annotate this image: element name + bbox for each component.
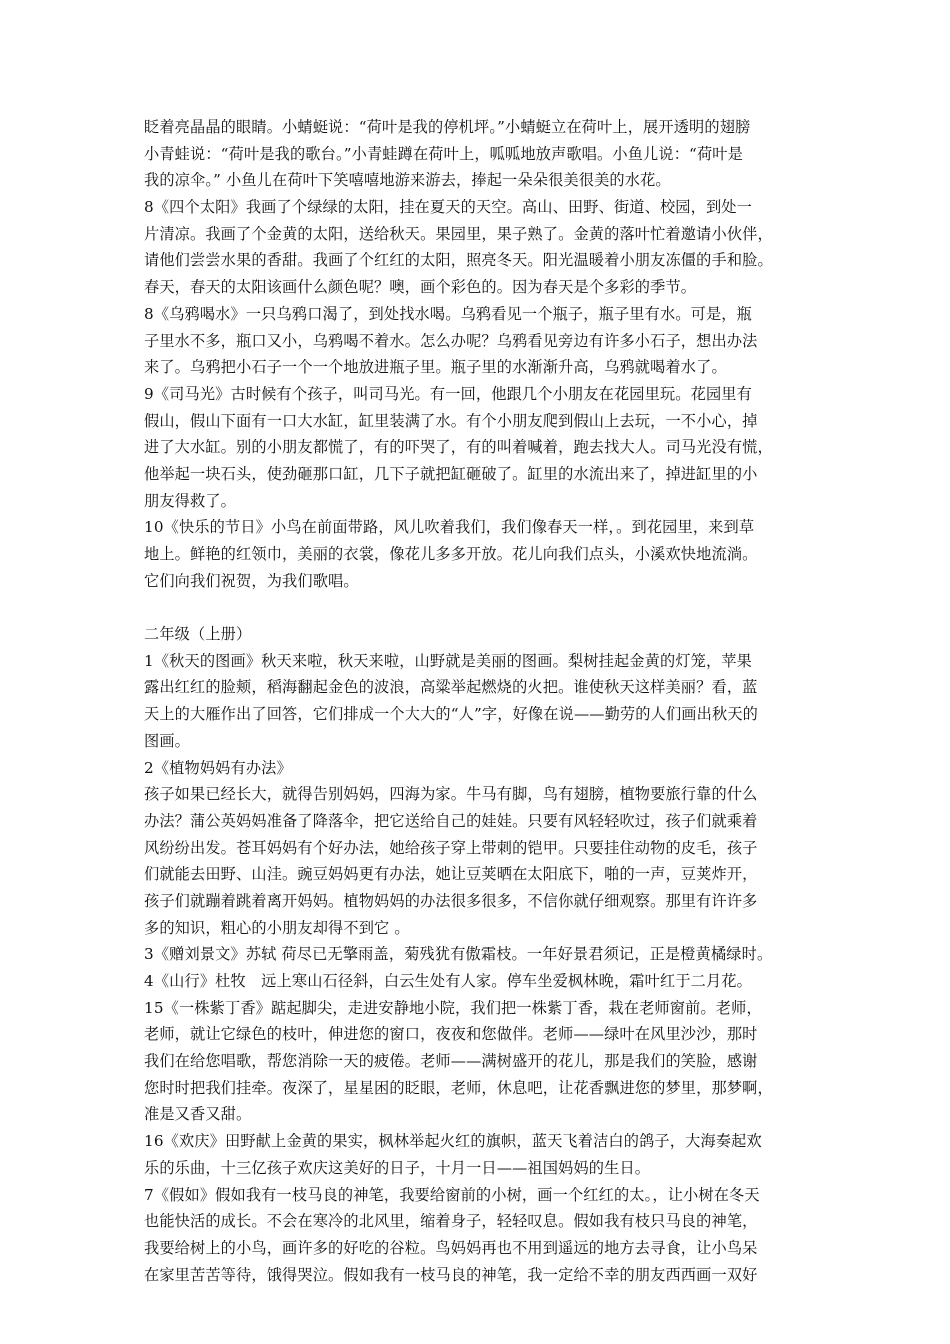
text-line: 在家里苦苦等待，饿得哭泣。假如我有一枝马良的神笔，我一定给不幸的朋友西西画一双好 <box>144 1265 758 1284</box>
text-line: 1《秋天的图画》秋天来啦，秋天来啦，山野就是美丽的图画。梨树挂起金黄的灯笼，苹果 <box>144 651 752 670</box>
paragraph-spacer <box>144 594 814 621</box>
text-line: 您时时把我们挂牵。夜深了，星星困的眨眼，老师，休息吧，让花香飘进您的梦里，那梦啊， <box>144 1078 773 1097</box>
text-line: 进了大水缸。别的小朋友都慌了，有的吓哭了，有的叫着喊着，跑去找大人。司马光没有慌， <box>144 438 773 457</box>
text-line: 我要给树上的小鸟，画许多的好吃的谷粒。鸟妈妈再也不用到遥远的地方去寻食，让小鸟呆 <box>144 1238 758 1257</box>
text-line: 天上的大雁作出了回答，它们排成一个大大的“人”字，好像在说——勤劳的人们画出秋天的 <box>144 705 758 724</box>
text-line: 它们向我们祝贺，为我们歌唱。 <box>144 571 359 590</box>
text-line: 我的凉伞。” 小鱼儿在荷叶下笑嘻嘻地游来游去，捧起一朵朵很美很美的水花。 <box>144 171 671 190</box>
text-line: 片清凉。我画了个金黄的太阳，送给秋天。果园里，果子熟了。金黄的落叶忙着邀请小伙伴， <box>144 224 773 243</box>
text-line: 子里水不多，瓶口又小，乌鸦喝不着水。怎么办呢？乌鸦看见旁边有许多小石子，想出办法 <box>144 331 758 350</box>
text-line: 多的知识，粗心的小朋友却得不到它 。 <box>144 918 410 937</box>
text-line: 假山，假山下面有一口大水缸，缸里装满了水。有个小朋友爬到假山上去玩，一不小心，掉 <box>144 411 758 430</box>
text-line: 来了。乌鸦把小石子一个一个地放进瓶子里。瓶子里的水渐渐升高，乌鸦就喝着水了。 <box>144 358 727 377</box>
text-line: 也能快活的成长。不会在寒冷的北风里，缩着身子，轻轻叹息。假如我有枝只马良的神笔， <box>144 1212 758 1231</box>
text-line: 眨着亮晶晶的眼睛。小蜻蜓说：“荷叶是我的停机坪。”小蜻蜓立在荷叶上，展开透明的翅膀 <box>144 118 751 136</box>
text-line: 朋友得救了。 <box>144 491 237 510</box>
text-line: 4《山行》杜牧 远上寒山石径斜，白云生处有人家。停车坐爱枫林晚，霜叶红于二月花。 <box>144 972 752 990</box>
text-line: 10《快乐的节日》小鸟在前面带路，风儿吹着我们，我们像春天一样，。到花园里，来到草 <box>144 518 755 537</box>
text-line: 孩子们就蹦着跳着离开妈妈。植物妈妈的办法很多很多，不信你就仔细观察。那里有许许多 <box>144 891 758 910</box>
text-line: 2《植物妈妈有办法》 <box>144 758 292 777</box>
text-line: 8《乌鸦喝水》一只乌鸦口渴了，到处找水喝。乌鸦看见一个瓶子，瓶子里有水。可是，瓶 <box>144 304 752 323</box>
text-line: 8《四个太阳》我画了个绿绿的太阳，挂在夏天的天空。高山、田野、街道、校园，到处一 <box>144 198 752 217</box>
text-line: 请他们尝尝水果的香甜。我画了个红红的太阳，照亮冬天。阳光温暖着小朋友冻僵的手和脸。 <box>144 251 773 270</box>
text-line: 准是又香又甜。 <box>144 1105 252 1124</box>
document-body <box>144 114 814 1315</box>
text-line: 春天，春天的太阳该画什么颜色呢？噢，画个彩色的。因为春天是个多彩的季节。 <box>144 278 697 297</box>
text-line: 们就能去田野、山洼。豌豆妈妈更有办法，她让豆荚晒在太阳底下，啪的一声，豆荚炸开， <box>144 865 758 884</box>
text-line: 办法？蒲公英妈妈准备了降落伞，把它送给自己的娃娃。只要有风轻轻吹过，孩子们就乘着 <box>144 811 758 830</box>
text-line: 风纷纷出发。苍耳妈妈有个好办法，她给孩子穿上带刺的铠甲。只要挂住动物的皮毛，孩子 <box>144 838 758 857</box>
text-line: 图画。 <box>144 731 191 750</box>
text-line: 16《欢庆》田野献上金黄的果实，枫林举起火红的旗帜，蓝天飞着洁白的鸽子，大海奏起欢 <box>144 1132 762 1151</box>
text-line: 7《假如》假如我有一枝马良的神笔，我要给窗前的小树，画一个红红的太。，让小树在冬天 <box>144 1185 760 1204</box>
text-line: 露出红红的脸颊，稻海翻起金色的波浪，高粱举起燃烧的火把。谁使秋天这样美丽？看，蓝 <box>144 678 758 697</box>
text-line: 地上。鲜艳的红领巾，美丽的衣裳，像花儿多多开放。花儿向我们点头，小溪欢快地流淌。 <box>144 545 758 563</box>
text-line: 乐的乐曲，十三亿孩子欢庆这美好的日子，十月一日——祖国妈妈的生日。 <box>144 1158 651 1177</box>
text-line: 我们在给您唱歌，帮您消除一天的疲倦。老师——满树盛开的花儿，那是我们的笑脸，感谢 <box>144 1052 758 1071</box>
text-line: 他举起一块石头，使劲砸那口缸，几下子就把缸砸破了。缸里的水流出来了，掉进缸里的小 <box>144 464 758 483</box>
text-line: 孩子如果已经长大，就得告别妈妈，四海为家。牛马有脚，鸟有翅膀，植物要旅行靠的什么 <box>144 785 758 804</box>
section-heading: 二年级（上册） <box>144 625 252 644</box>
text-line: 9《司马光》古时候有个孩子，叫司马光。有一回，他跟几个小朋友在花园里玩。花园里有 <box>144 384 752 403</box>
text-line: 3《赠刘景文》苏轼 荷尽已无擎雨盖，菊残犹有傲霜枝。一年好景君须记，正是橙黄橘绿时。 <box>144 945 773 964</box>
text-line: 老师，就让它绿色的枝叶，伸进您的窗口，夜夜和您做伴。老师——绿叶在风里沙沙，那时 <box>144 1025 758 1044</box>
text-line: 小青蛙说：“荷叶是我的歌台。”小青蛙蹲在荷叶上，呱呱地放声歌唱。小鱼儿说：“荷叶是 <box>144 144 743 163</box>
text-line <box>144 1288 814 1315</box>
text-line: 15《一株紫丁香》踮起脚尖，走进安静地小院，我们把一株紫丁香，栽在老师窗前。老师， <box>144 998 762 1017</box>
